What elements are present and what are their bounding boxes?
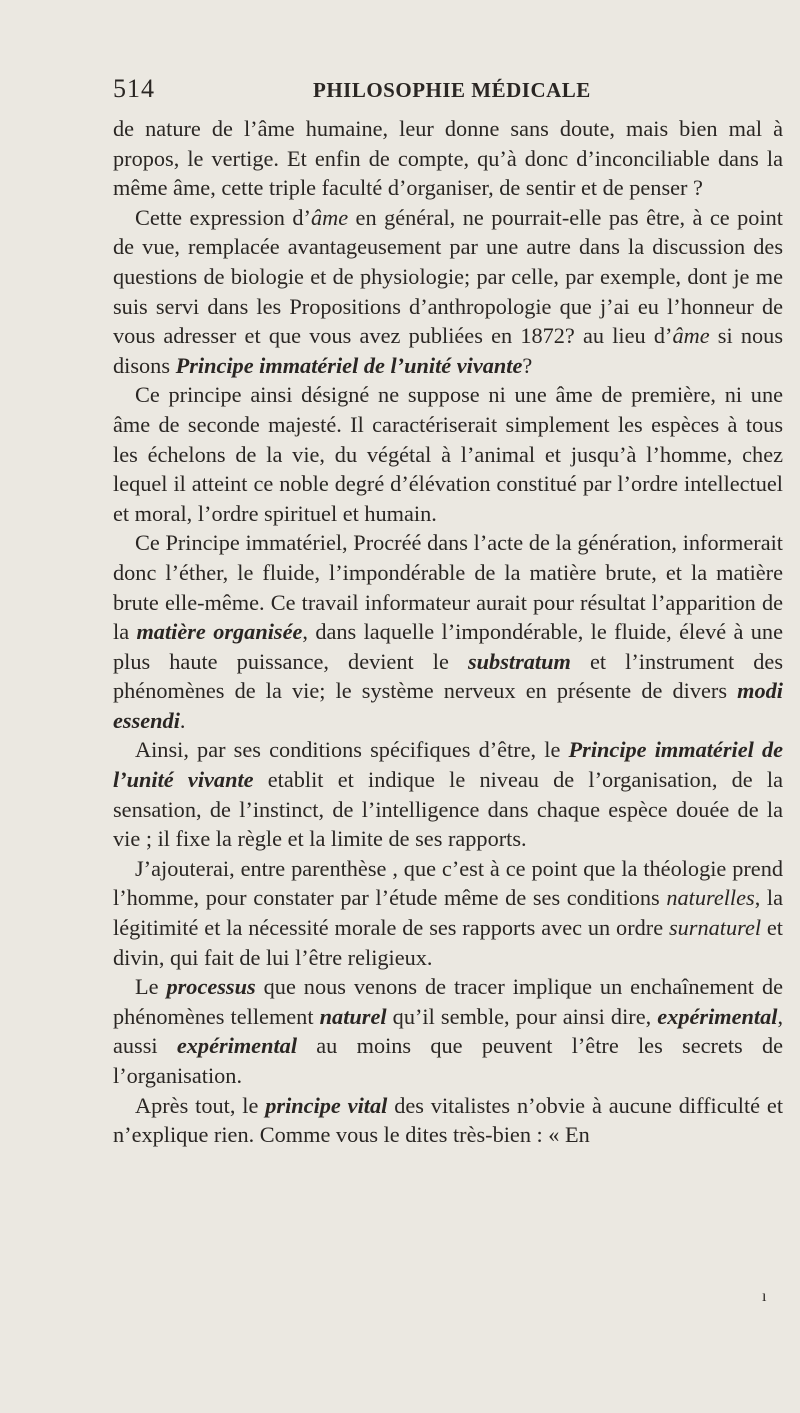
emphasized-term: naturel <box>319 1003 387 1029</box>
text-run: et l’instrument des phénomènes de la vie; le système nerveux en présente de divers <box>113 648 783 704</box>
paragraph <box>113 528 783 735</box>
emphasized-term: principe vital <box>265 1092 388 1118</box>
emphasized-term: Principe immatériel de l’unité vivante <box>113 737 783 793</box>
emphasized-term: modi essendi <box>113 678 783 733</box>
text-run: . <box>179 707 186 733</box>
emphasized-term: processus <box>166 974 256 1000</box>
paragraph <box>113 854 783 972</box>
text-run: et divin, qui fait de lui l’être religieux. <box>113 915 783 970</box>
text-run: ? <box>522 352 533 378</box>
text-run: Cette expression d’ <box>135 204 311 230</box>
text-run: au moins que peuvent l’être les secrets de l’organisation. <box>113 1033 784 1088</box>
emphasized-term: expérimental <box>176 1033 298 1059</box>
text-run: J’ajouterai, entre parenthèse , que c’est à ce point que la théologie prend l’homme, pour constater par l’étude même de ses conditions <box>113 855 783 911</box>
page-number: 514 <box>113 74 155 103</box>
running-title: PHILOSOPHIE MÉDICALE <box>313 78 591 102</box>
text-run: , aussi <box>113 1003 784 1059</box>
emphasized-term: Principe immatériel de l’unité vivante <box>175 352 523 378</box>
italic-term: âme <box>310 204 349 230</box>
page-header <box>113 74 783 110</box>
text-run: etablit et indique le niveau de l’organisation, de la sensation, de l’instinct, de l’intelligence dans chaque espèce douée de la vie ; il fixe la règle et la limite de ses rapports. <box>113 767 783 852</box>
paragraph <box>113 114 783 203</box>
text-run: des vitalistes n’obvie à aucune difficulté et n’explique rien. Comme vous le dites très-bien : « En <box>113 1092 784 1148</box>
text-run: , la légitimité et la nécessité morale de ses rapports avec un ordre <box>113 885 784 941</box>
text-run: Ce Principe immatériel, Procréé dans l’acte de la génération, informerait donc l’éther, le fluide, l’impondérable de la matière brute, et la matière brute elle-même. Ce travail informateur aurait pour résultat l’apparition de la <box>113 530 783 645</box>
body-text <box>113 114 783 1150</box>
text-run: , dans laquelle l’impondérable, le fluide, élevé à une plus haute puissance, devient le <box>113 619 783 674</box>
italic-term: naturelles <box>666 885 755 911</box>
text-run: qu’il semble, pour ainsi dire, <box>386 1003 658 1029</box>
paragraph <box>113 203 783 381</box>
paragraph <box>113 380 783 528</box>
text-run: en général, ne pourrait-elle pas être, à ce point de vue, remplacée avantageusement par une autre dans la discussion des questions de biologie et de physiologie; par celle, par exemple, dont je me suis servi dans les Propositions d’anthropologie que j’ai eu l’honneur de vous adresser et que vous avez publiées en 1872? au lieu d’ <box>113 204 783 349</box>
text-run: si nous disons <box>113 323 783 378</box>
emphasized-term: matière organisée <box>136 619 303 645</box>
paragraph <box>113 735 783 853</box>
text-run: Ainsi, par ses conditions spécifiques d’être, le <box>135 737 569 763</box>
italic-term: surnaturel <box>668 915 762 941</box>
text-run: Après tout, le <box>135 1092 266 1118</box>
emphasized-term: substratum <box>467 648 571 674</box>
text-run: de nature de l’âme humaine, leur donne sans doute, mais bien mal à propos, le vertige. Et enfin de compte, qu’à donc d’inconciliable dans la même âme, cette triple faculté d’organiser, de sentir et de penser ? <box>113 116 783 201</box>
paragraph <box>113 972 783 1090</box>
paragraph <box>113 1091 783 1150</box>
text-run: que nous venons de tracer implique un enchaînement de phénomènes tellement <box>113 974 783 1029</box>
signature-mark: ı <box>762 1288 767 1305</box>
text-run: Le <box>135 974 167 1000</box>
emphasized-term: expérimental <box>657 1003 778 1029</box>
text-run: Ce principe ainsi désigné ne suppose ni une âme de première, ni une âme de seconde majesté. Il caractériserait simplement les espèces à tous les échelons de la vie, du végétal à l’animal et jusqu’à l’homme, chez lequel il atteint ce noble degré d’élévation constitué par l’ordre intellectuel et moral, l’ordre spirituel et humain. <box>113 382 783 526</box>
italic-term: âme <box>672 323 710 349</box>
